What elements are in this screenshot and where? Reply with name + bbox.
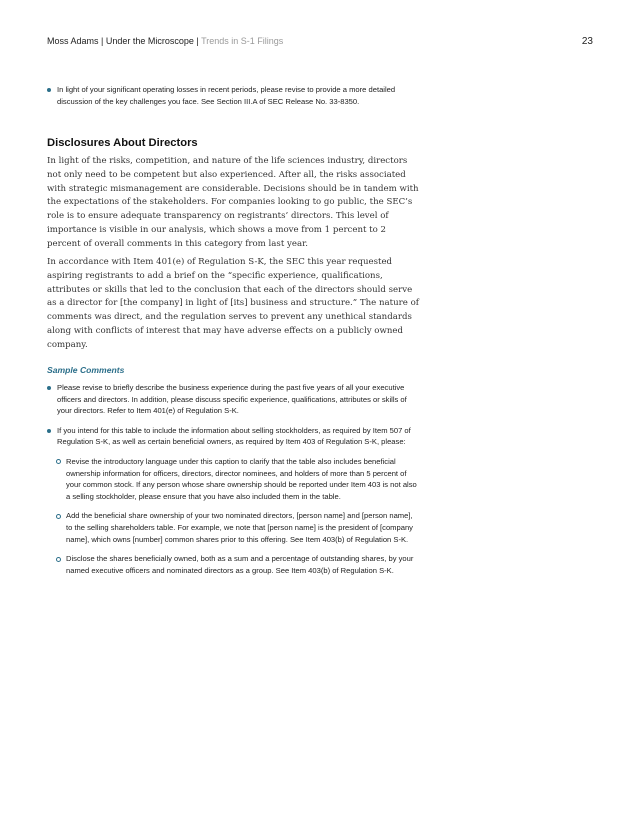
intro-bullet-list xyxy=(47,84,402,107)
body-paragraph: In accordance with Item 401(e) of Regulation S-K, the SEC this year requested aspiring registrants to add a brief on the “specific experience, qualifications, attributes or skills that led to the conclusion that each of the directors should serve as a director for [the company] in light of [its] business and structure.” The nature of comments was direct, and the regulation serves to prevent any unethical standards along with conflicts of interest that may have adverse effects on a publicly owned company. xyxy=(47,257,419,350)
section-heading: Disclosures About Directors xyxy=(47,137,198,149)
list-item: In light of your significant operating losses in recent periods, please revise to provide a more detailed discussion of the key challenges you face. See Section III.A of SEC Release No. 33-8350. xyxy=(47,84,402,107)
header-title xyxy=(47,36,283,46)
body-paragraph: In light of the risks, competition, and nature of the life sciences industry, directors not only need to be competent but also experienced. After all, the risks associated with strategic mismanagement are considerable. Decisions should be in tandem with the expectations of the stakeholders. For companies looking to go public, the SEC’s role is to ensure adequate transparency on registrants’ directors. This level of importance is visible in our analysis, which shows a move from 1 percent to 2 percent of overall comments in this category from last year. xyxy=(47,156,419,249)
sample-comments xyxy=(47,382,419,576)
list-item: Please revise to briefly describe the business experience during the past five years of all your executive officers and directors. In addition, please discuss specific experience, qualifications, attributes or skills of your directors. Refer to Item 401(e) of Regulation S-K. xyxy=(47,382,419,417)
sub-list-item: Add the beneficial share ownership of your two nominated directors, [person name] and [person name], to the selling shareholders table. For example, we note that [person name] is the president of [company name], which owns [number] common shares prior to this offering. See Item 403(b) of Regulation S-K. xyxy=(47,510,419,545)
header-brand: Moss Adams | Under the Microscope | xyxy=(47,36,202,46)
sample-sub-bullet-list xyxy=(47,456,419,576)
header-subtitle: Trends in S-1 Filings xyxy=(201,36,284,46)
list-item: If you intend for this table to include the information about selling stockholders, as required by Item 507 of Regulation S-K, as well as certain beneficial owners, as required by Item 403 of Regulation S-K, please: xyxy=(47,425,419,448)
sample-bullet-list xyxy=(47,382,419,448)
page-number: 23 xyxy=(581,36,593,47)
sub-list-item: Revise the introductory language under this caption to clarify that the table also includes beneficial ownership information for officers, directors, director nominees, and holders of more than 5 percent of your common stock. If any person whose share ownership should be reported under Item 403 is not also a selling stockholder, please ensure that you have also included them in the table. xyxy=(47,456,419,502)
sample-comments-heading: Sample Comments xyxy=(47,365,125,375)
page-header xyxy=(47,36,593,50)
sub-list-item: Disclose the shares beneficially owned, both as a sum and a percentage of outstanding shares, by your named executive officers and nominated directors as a group. See Item 403(b) of Regulation S-K. xyxy=(47,553,419,576)
